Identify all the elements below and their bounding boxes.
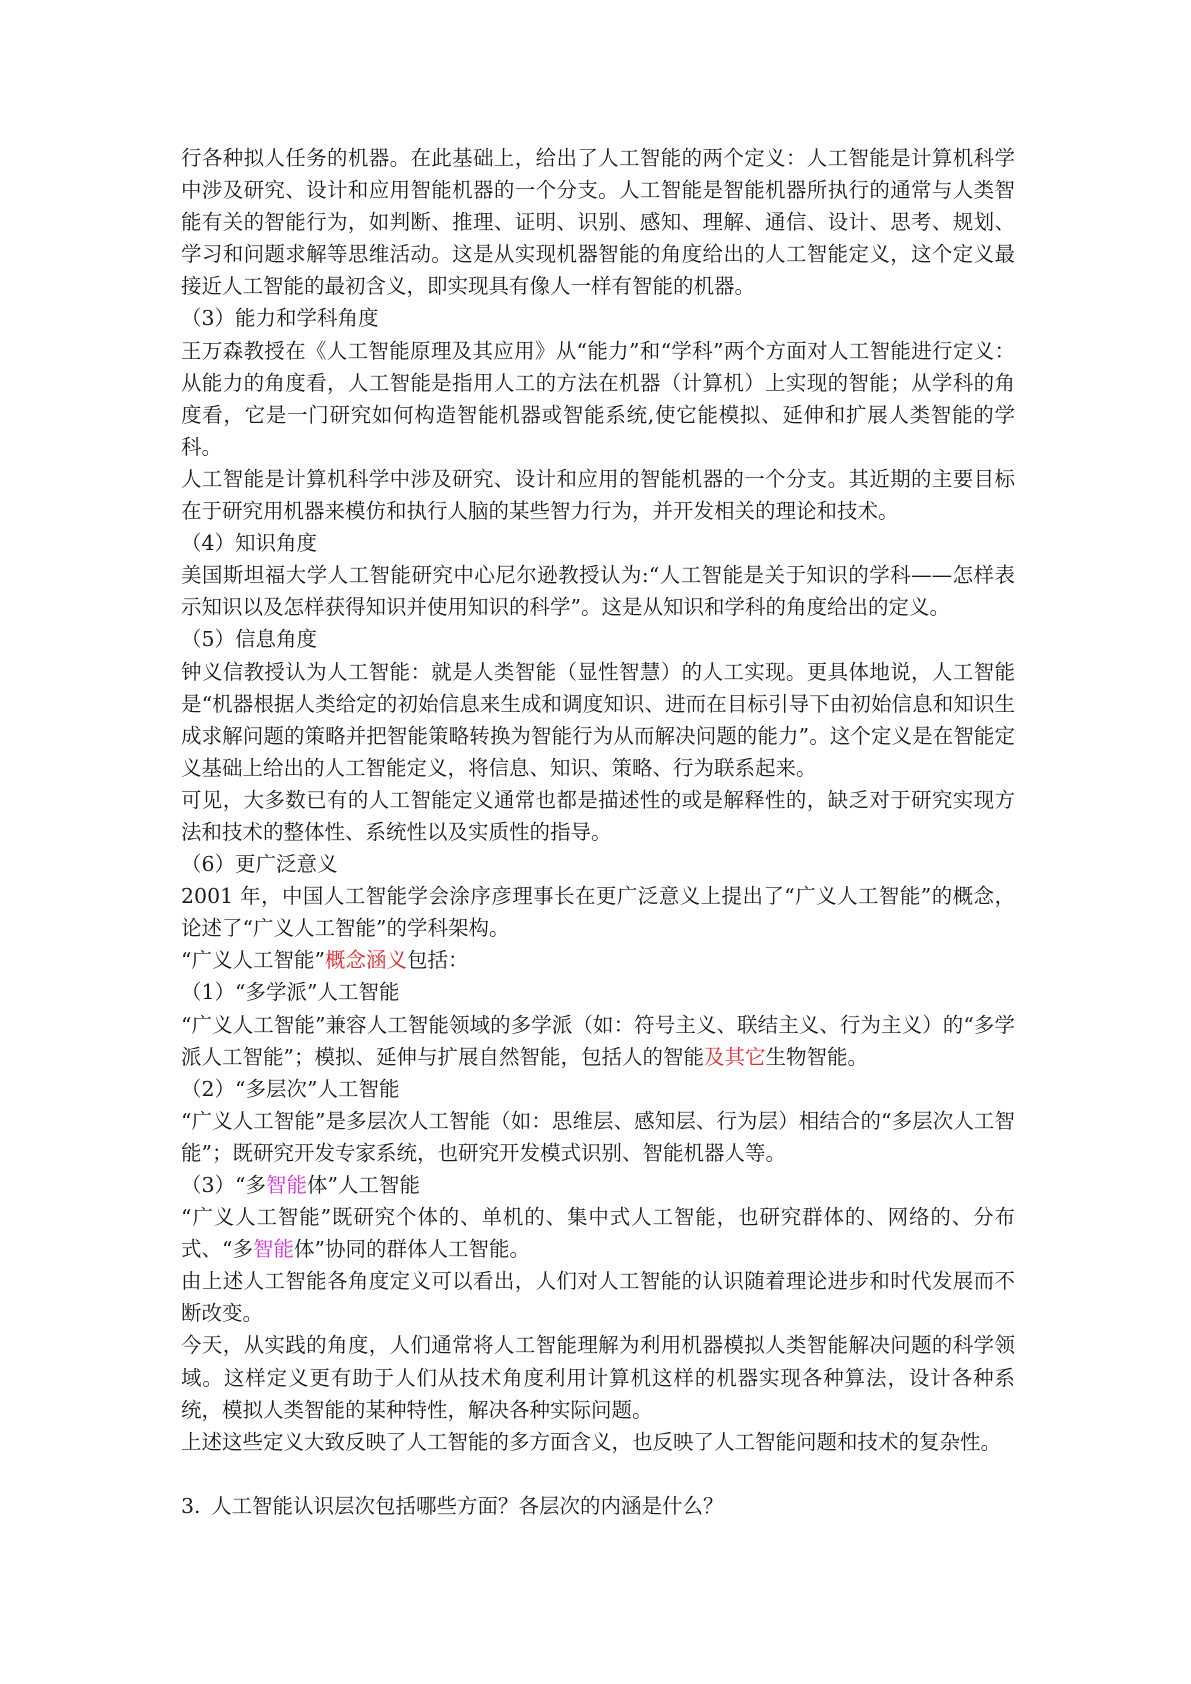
sub1-body-pre: “广义人工智能”兼容人工智能领域的多学派（如：符号主义、联结主义、行为主义）的“多学派人工智能”；模拟、延伸与扩展自然智能，包括人的智能 bbox=[181, 1012, 1015, 1069]
paragraph-intro-definition: 行各种拟人任务的机器。在此基础上，给出了人工智能的两个定义：人工智能是计算机科学中涉及研究、设计和应用智能机器的一个分支。人工智能是智能机器所执行的通常与人类智能有关的智能行为，如判断、推理、证明、识别、感知、理解、通信、设计、思考、规划、学习和问题求解等思维活动。这是从实现机器智能的角度给出的人工智能定义，这个定义最接近人工智能的最初含义，即实现具有像人一样有智能的机器。 bbox=[181, 146, 1015, 299]
sub1-body-post: 生物智能。 bbox=[765, 1044, 868, 1069]
heading-knowledge: （4）知识角度 bbox=[181, 531, 318, 556]
sub2-heading: （2）“多层次”人工智能 bbox=[181, 1076, 400, 1101]
sub2-body: “广义人工智能”是多层次人工智能（如：思维层、感知层、行为层）相结合的“多层次人工智能”；既研究开发专家系统，也研究开发模式识别、智能机器人等。 bbox=[181, 1108, 1015, 1165]
paragraph-wang-wansen: 王万森教授在《人工智能原理及其应用》从“能力”和“学科”两个方面对人工智能进行定义：从能力的角度看，人工智能是指用人工的方法在机器（计算机）上实现的智能；从学科的角度看，它是一门研究如何构造智能机器或智能系统,使它能模拟、延伸和扩展人类智能的学科。 bbox=[181, 338, 1015, 459]
sub3-body bbox=[181, 1201, 1015, 1265]
paragraph-nilsson: 美国斯坦福大学人工智能研究中心尼尔逊教授认为:“人工智能是关于知识的学科——怎样表示知识以及怎样获得知识并使用知识的科学”。这是从知识和学科的角度给出的定义。 bbox=[181, 563, 1015, 620]
sub3-heading bbox=[181, 1169, 1015, 1201]
heading-broader-sense: （6）更广泛意义 bbox=[181, 852, 338, 877]
paragraph-2001: 2001 年，中国人工智能学会涂序彦理事长在更广泛意义上提出了“广义人工智能”的概念，论述了“广义人工智能”的学科架构。 bbox=[181, 884, 1015, 941]
sub1-body-highlight: 及其它 bbox=[703, 1044, 766, 1069]
sub3-heading-highlight: 智能 bbox=[266, 1173, 308, 1197]
closing-paragraph: 上述这些定义大致反映了人工智能的多方面含义，也反映了人工智能问题和技术的复杂性。 bbox=[181, 1429, 1001, 1454]
concept-line-pre: “广义人工智能” bbox=[181, 948, 325, 973]
question-text: 人工智能认识层次包括哪些方面？各层次的内涵是什么？ bbox=[211, 1493, 724, 1518]
sub3-body-post: 体”协同的群体人工智能。 bbox=[293, 1237, 530, 1262]
paragraph-descriptive: 可见，大多数已有的人工智能定义通常也都是描述性的或是解释性的，缺乏对于研究实现方法和技术的整体性、系统性以及实质性的指导。 bbox=[181, 787, 1015, 844]
sub3-heading-post: 体”人工智能 bbox=[307, 1173, 421, 1197]
concept-line-highlight: 概念涵义 bbox=[324, 948, 407, 973]
blank-line bbox=[181, 1458, 1015, 1490]
question-3 bbox=[181, 1490, 1015, 1522]
paragraph-branch-goal: 人工智能是计算机科学中涉及研究、设计和应用的智能机器的一个分支。其近期的主要目标在于研究用机器来模仿和执行人脑的某些智力行为，并开发相关的理论和技术。 bbox=[181, 466, 1015, 524]
sub3-body-pre: “广义人工智能”既研究个体的、单机的、集中式人工智能，也研究群体的、网络的、分布式、“多 bbox=[181, 1205, 1015, 1262]
sub1-body bbox=[181, 1009, 1015, 1073]
document-body bbox=[181, 142, 1015, 1522]
question-number: 3. bbox=[181, 1493, 201, 1518]
sub3-heading-pre: （3）“多 bbox=[181, 1173, 267, 1197]
concept-line-post: 包括： bbox=[406, 948, 469, 973]
concept-line bbox=[181, 944, 1015, 976]
heading-ability-discipline: （3）能力和学科角度 bbox=[181, 306, 379, 331]
paragraph-zhong-yixin: 钟义信教授认为人工智能：就是人类智能（显性智慧）的人工实现。更具体地说，人工智能是“机器根据人类给定的初始信息来生成和调度知识、进而在目标引导下由初始信息和知识生成求解问题的策略并把智能策略转换为智能行为从而解决问题的能力”。这个定义是在智能定义基础上给出的人工智能定义，将信息、知识、策略、行为联系起来。 bbox=[181, 659, 1015, 780]
sub3-body-highlight: 智能 bbox=[252, 1237, 294, 1262]
heading-information: （5）信息角度 bbox=[181, 627, 318, 652]
closing-paragraph: 由上述人工智能各角度定义可以看出，人们对人工智能的认识随着理论进步和时代发展而不断改变。 bbox=[181, 1269, 1015, 1326]
closing-paragraph: 今天，从实践的角度，人们通常将人工智能理解为利用机器模拟人类智能解决问题的科学领域。这样定义更有助于人们从技术角度利用计算机这样的机器实现各种算法，设计各种系统，模拟人类智能的某种特性，解决各种实际问题。 bbox=[181, 1333, 1015, 1422]
sub1-heading: （1）“多学派”人工智能 bbox=[181, 980, 400, 1005]
